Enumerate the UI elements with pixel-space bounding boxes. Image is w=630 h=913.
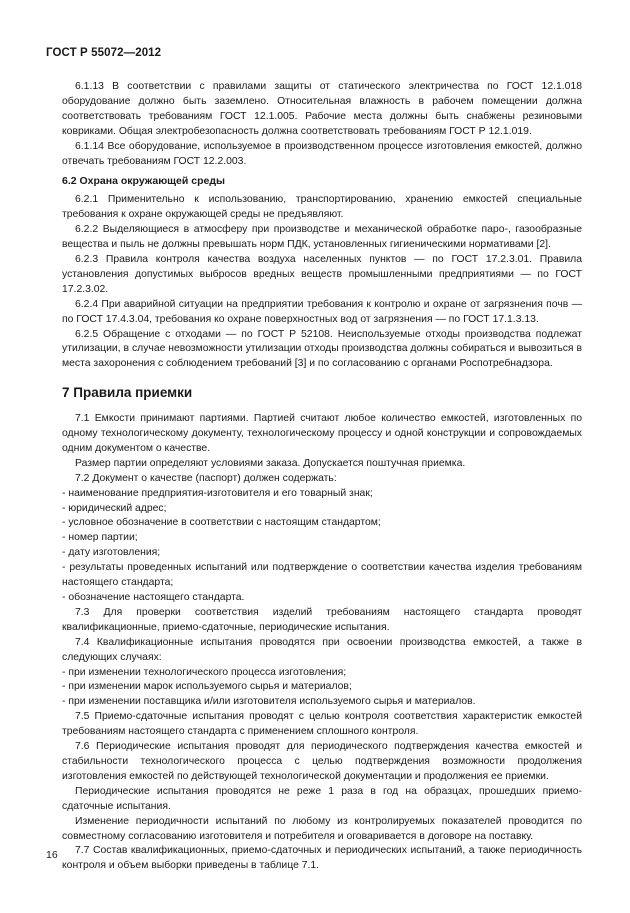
list-item: - при изменении марок используемого сырья и материалов;: [62, 681, 352, 693]
list-item: - результаты проведенных испытаний или подтверждение о соответствии качества изделия требованиям настоящего стандарта;: [62, 562, 582, 589]
paragraph-7-5: 7.5 Приемо-сдаточные испытания проводят с целью контроля соответствия характеристик емкостей требованиям настоящего стандарта с применением сплошного контроля.: [62, 711, 582, 738]
page-content: [62, 80, 582, 874]
section-heading-6-2: 6.2 Охрана окружающей среды: [62, 175, 225, 188]
page-number: 16: [46, 849, 58, 861]
list-item: - наименование предприятия-изготовителя и его товарный знак;: [62, 487, 373, 499]
list-item: - обозначение настоящего стандарта.: [62, 592, 245, 603]
paragraph-7-7: 7.7 Состав квалификационных, приемо-сдаточных и периодических испытаний, а также периодичность контроля и объем выборки приведены в таблице 7.1.: [62, 845, 582, 872]
list-item: - при изменении поставщика и/или изготовителя используемого сырья и материалов.: [62, 696, 476, 708]
paragraph-7-4: 7.4 Квалификационные испытания проводятся при освоении производства емкостей, а также в следующих случаях:: [62, 636, 582, 663]
paragraph-periodicity-change: Изменение периодичности испытаний по любому из контролируемых показателей проводится по совместному согласованию изготовителя и потребителя и оговаривается в договоре на поставку.: [62, 815, 582, 842]
paragraph-batch-size: Размер партии определяют условиями заказа. Допускается поштучная приемка.: [75, 457, 466, 469]
list-item: - номер партии;: [62, 532, 138, 544]
paragraph-7-1: 7.1 Емкости принимают партиями. Партией считают любое количество емкостей, изготовленных по одному технологическому документу, технологическому процессу и одной конструкции и сопровождаемых одним документом о качестве.: [62, 413, 582, 454]
paragraph-7-6: 7.6 Периодические испытания проводят для периодического подтверждения качества емкостей и стабильности технологического процесса с целью подтверждения возможности продолжения изготовления емкостей по действующей технологической документации и продолжения ее приемки.: [62, 741, 582, 782]
paragraph-7-2: 7.2 Документ о качестве (паспорт) должен содержать:: [75, 472, 337, 484]
list-item: - условное обозначение в соответствии с настоящим стандартом;: [62, 517, 381, 529]
paragraph-6-2-3: 6.2.3 Правила контроля качества воздуха населенных пунктов — по ГОСТ 17.2.3.01. Правила установления допустимых выбросов вредных веществ промышленными предприятиями — по ГОСТ 17.2.3.02.: [62, 253, 582, 295]
list-item: - юридический адрес;: [62, 502, 167, 514]
paragraph-7-3: 7.3 Для проверки соответствия изделий требованиям настоящего стандарта проводят квалификационные, приемо-сдаточные, периодические испытания.: [62, 606, 582, 633]
paragraph-periodic-tests: Периодические испытания проводятся не реже 1 раза в год на образцах, прошедших приемо-сдаточные испытания.: [62, 785, 582, 812]
section-heading-7: 7 Правила приемки: [62, 385, 193, 401]
paragraph-6-2-5: 6.2.5 Обращение с отходами — по ГОСТ Р 52108. Неиспользуемые отходы производства подлежат утилизации, в случае невозможности утилизации отходы производства должны собираться и вывозиться в места захоронения с соблюдением требований [3] и по согласованию с органами Роспотребнадзора.: [62, 328, 582, 370]
list-item: - при изменении технологического процесса изготовления;: [62, 666, 347, 678]
paragraph-6-2-1: 6.2.1 Применительно к использованию, транспортированию, хранению емкостей специальные требования к охране окружающей среды не предъявляют.: [62, 194, 582, 221]
paragraph-6-1-13: 6.1.13 В соответствии с правилами защиты от статического электричества по ГОСТ 12.1.018 оборудование должно быть заземлено. Относительная влажность в рабочем помещении должна соответствовать требованиям ГОСТ 12.1.005. Рабочие места должны быть снабжены резиновыми ковриками. Общая электробезопасность должна соответствовать требованиям ГОСТ Р 12.1.019.: [62, 81, 582, 137]
document-header: ГОСТ Р 55072—2012: [46, 47, 162, 59]
list-item: - дату изготовления;: [62, 547, 161, 559]
paragraph-6-2-4: 6.2.4 При аварийной ситуации на предприятии требования к контролю и охране от загрязнения почв — по ГОСТ 17.4.3.04, требования ко охране поверхностных вод от загрязнения — по ГОСТ 17.1.3.13.: [62, 298, 582, 325]
paragraph-6-1-14: 6.1.14 Все оборудование, используемое в производственном процессе изготовления емкостей, должно отвечать требованиям ГОСТ 12.2.003.: [62, 140, 582, 167]
paragraph-6-2-2: 6.2.2 Выделяющиеся в атмосферу при производстве и механической обработке паро-, газообразные вещества и пыль не должны превышать норм ПДК, установленных гигиеническими нормативами [2].: [62, 224, 582, 251]
